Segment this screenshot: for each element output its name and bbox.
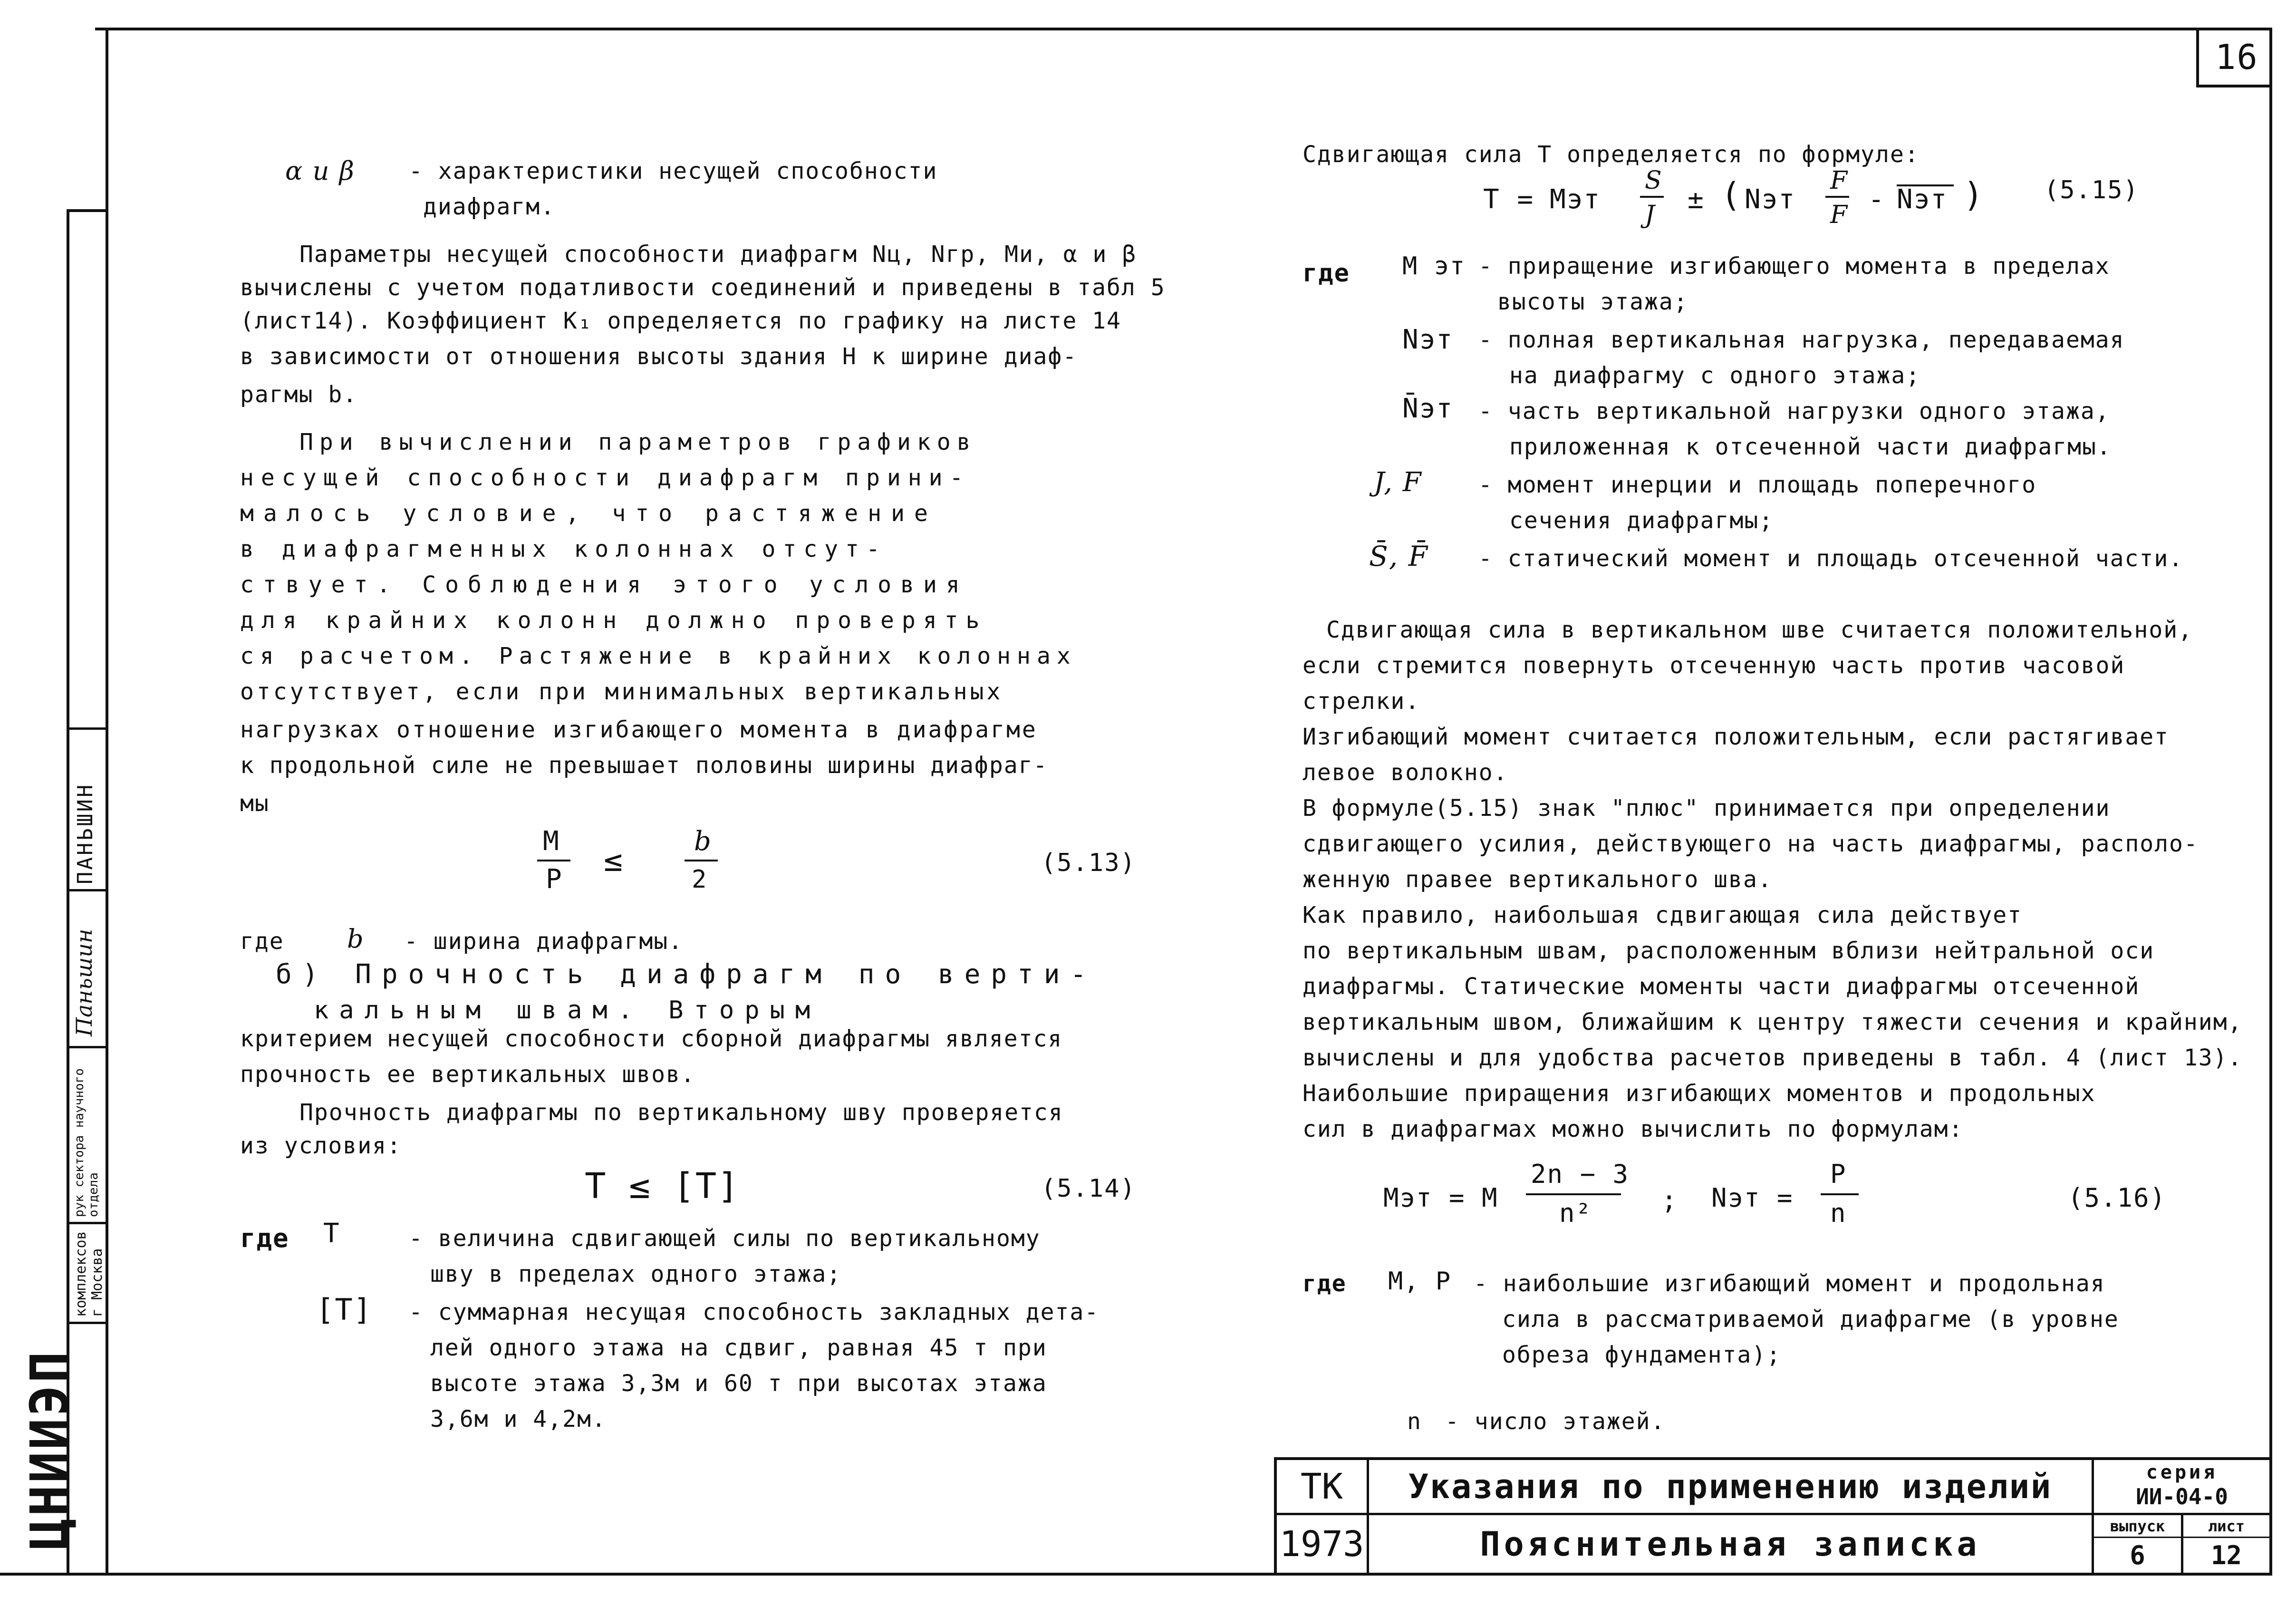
formula-term: Nэт — [1745, 184, 1796, 215]
formula-paren: ( — [1721, 175, 1742, 214]
formula-paren: ) — [1963, 175, 1985, 214]
paragraph-line: в диафрагменных колоннах отсут- — [240, 536, 887, 562]
formula-denominator: n — [1830, 1198, 1847, 1228]
where-keyword: где — [1302, 1270, 1347, 1297]
where-symbol: T — [323, 1218, 340, 1249]
paragraph-line: Прочность диафрагмы по вертикальному шву проверяется — [299, 1099, 1063, 1126]
where-definition: высоте этажа 3,3м и 60 т при высотах этажа — [430, 1370, 1047, 1397]
paragraph-line: ся расчетом. Растяжение в крайних колоннах — [240, 643, 1077, 669]
frame-left — [106, 28, 108, 1576]
formula-operator: - — [1868, 184, 1885, 215]
formula-numerator: S — [1645, 166, 1663, 195]
def-line: - полная вертикальная нагрузка, передаваемая — [1478, 327, 2125, 353]
seria-value: ИИ-04-0 — [2136, 1484, 2228, 1509]
where-symbol: n — [1407, 1408, 1422, 1435]
paragraph-line: вычислены и для удобства расчетов приведены в табл. 4 (лист 13). — [1302, 1045, 2243, 1071]
where-keyword: где — [240, 928, 284, 955]
formula-denominator: 2 — [692, 865, 708, 894]
sheet-subtitle: Пояснительная записка — [1480, 1524, 1981, 1564]
page-number: 16 — [2215, 37, 2258, 77]
paragraph-line: сил в диафрагмах можно вычислить по формулам: — [1302, 1116, 1964, 1142]
paragraph-line: (лист14). Коэффициент K₁ определяется по графику на листе 14 — [240, 308, 1121, 334]
paragraph-line: если стремится повернуть отсеченную часть против часовой — [1302, 652, 2125, 679]
stamp-name: ПАНЬШИН — [73, 783, 97, 884]
paragraph-line: ствует. Соблюдения этого условия — [240, 571, 969, 598]
formula-label: (5.16) — [2068, 1183, 2167, 1213]
paragraph-line: диафрагмы. Статические моменты части диафрагмы отсеченной — [1302, 973, 2140, 1000]
def-line: сечения диафрагмы; — [1509, 507, 1774, 534]
formula-separator: ; — [1661, 1185, 1678, 1215]
list-value: 12 — [2210, 1540, 2242, 1570]
paragraph-line: Как правило, наибольшая сдвигающая сила действует — [1302, 902, 2023, 929]
formula-label: (5.13) — [1041, 849, 1136, 877]
formula-5-16 — [1383, 1160, 2191, 1236]
paragraph-line: женную правее вертикального шва. — [1302, 866, 1773, 893]
where-definition: - ширина диафрагмы. — [404, 928, 684, 955]
formula-term: Nэт — [1897, 184, 1948, 215]
formula-denominator: F — [1830, 201, 1849, 229]
where-definition: шву в пределах одного этажа; — [430, 1261, 842, 1287]
where-definition: лей одного этажа на сдвиг, равная 45 т при — [430, 1335, 1047, 1361]
paragraph-line: При вычислении параметров графиков — [299, 429, 977, 455]
paragraph-line: к продольной силе не превышает половины ширины диафраг- — [240, 752, 1048, 779]
formula-numerator: P — [1830, 1159, 1847, 1189]
paragraph-line: по вертикальным швам, расположенным вблизи нейтральной оси — [1302, 938, 2155, 964]
def-symbol: J, F — [1374, 467, 1422, 498]
paragraph-line: отсутствует, если при минимальных вертикальных — [240, 678, 1003, 705]
formula-term: Mэт — [1550, 184, 1601, 215]
sheet-title: Указания по применению изделий — [1408, 1467, 2053, 1506]
stamp-signature: Паньшин — [71, 929, 97, 1036]
formula-numerator: M — [543, 826, 560, 857]
section-heading: кальным швам. Вторым — [314, 996, 821, 1025]
def-line: на диафрагму с одного этажа; — [1509, 362, 1921, 389]
paragraph-line: из условия: — [240, 1132, 402, 1159]
def-symbol: N̄эт — [1402, 393, 1454, 424]
where-definition: обреза фундамента); — [1502, 1342, 1782, 1368]
frame-top — [95, 28, 2272, 30]
fraction-bar — [685, 860, 718, 861]
where-symbol: [T] — [316, 1292, 372, 1327]
section-heading: б) Прочность диафрагм по верти- — [276, 959, 1097, 990]
paragraph-line: левое волокно. — [1302, 759, 1508, 786]
paragraph-line: нагрузках отношение изгибающего момента в диафрагме — [240, 716, 1038, 743]
paragraph-line: Сдвигающая сила T определяется по формуле: — [1302, 141, 1920, 168]
fraction-bar — [1526, 1193, 1621, 1195]
paragraph-line: Параметры несущей способности диафрагм Nц, Nгр, Mи, α и β — [299, 241, 1137, 268]
formula-denominator: J — [1645, 201, 1656, 229]
tk-code: ТК — [1300, 1466, 1343, 1507]
alpha-beta-definition-cont: диафрагм. — [423, 193, 556, 220]
paragraph-line: критерием несущей способности сборной диафрагмы является — [240, 1026, 1063, 1052]
stamp-role: рук сектора научного отдела — [72, 1068, 101, 1217]
paragraph-line: для крайних колонн должно проверять — [240, 607, 987, 634]
seria-label: серия — [2146, 1461, 2218, 1483]
fraction-bar — [1640, 196, 1664, 198]
def-line: высоты этажа; — [1497, 289, 1688, 315]
formula-numerator: F — [1830, 166, 1849, 195]
where-definition: - наибольшие изгибающий момент и продольная — [1474, 1270, 2105, 1297]
stamp-org: ЦНИИЭП — [19, 1349, 80, 1550]
paragraph-line: несущей способности диафрагм прини- — [240, 464, 971, 491]
where-symbol: b — [347, 924, 365, 954]
paragraph-line: Изгибающий момент считается положительным, если растягивает — [1302, 724, 2170, 750]
where-keyword: где — [240, 1223, 289, 1253]
paragraph-line: прочность ее вертикальных швов. — [240, 1061, 695, 1088]
fraction-bar — [537, 860, 570, 861]
paragraph-line: вертикальным швом, ближайшим к центру тяжести сечения и крайним, — [1302, 1009, 2243, 1035]
formula-numerator: b — [694, 826, 712, 857]
where-keyword: где — [1302, 259, 1350, 288]
formula-lhs: T = — [1483, 184, 1534, 215]
side-stamp-divider — [67, 1322, 106, 1324]
def-line: приложенная к отсеченной части диафрагмы. — [1509, 434, 2112, 460]
where-definition: - суммарная несущая способность закладных дета- — [409, 1299, 1100, 1325]
alpha-beta-definition: - характеристики несущей способности — [409, 158, 938, 184]
side-stamp-divider — [67, 889, 106, 891]
paragraph-line: стрелки. — [1302, 688, 1420, 715]
def-symbol: M эт — [1402, 252, 1466, 281]
where-definition: - число этажей. — [1445, 1408, 1666, 1435]
formula-lhs: Nэт = — [1711, 1183, 1794, 1213]
alpha-beta-symbol: α и β — [285, 156, 355, 186]
def-line: - часть вертикальной нагрузки одного этажа, — [1478, 398, 2110, 425]
def-line: - приращение изгибающего момента в пределах — [1478, 253, 2110, 280]
vypusk-label: выпуск — [2110, 1517, 2165, 1535]
vypusk-value: 6 — [2130, 1540, 2145, 1570]
formula-5-13 — [523, 827, 1141, 908]
paragraph-line: сдвигающего усилия, действующего на часть диафрагмы, располо- — [1302, 831, 2199, 857]
paragraph-line: в зависимости от отношения высоты здания H к ширине диаф- — [240, 343, 1078, 370]
formula-5-14: T ≤ [T] — [585, 1166, 740, 1207]
formula-operator: ≤ — [604, 842, 624, 879]
def-line: - момент инерции и площадь поперечного — [1478, 472, 2037, 498]
where-definition: сила в рассматриваемой диафрагме (в уровне — [1502, 1306, 2119, 1333]
paragraph-line: Сдвигающая сила в вертикальном шве считается положительной, — [1326, 617, 2193, 643]
formula-label: (5.15) — [2044, 176, 2139, 204]
paragraph-line: В формуле(5.15) знак "плюс" принимается при определении — [1302, 795, 2111, 822]
where-symbol: M, P — [1388, 1267, 1452, 1296]
stamp-dept: комплексов г Москва — [73, 1231, 106, 1317]
list-label: лист — [2208, 1517, 2245, 1535]
def-symbol: S̄, F̄ — [1369, 540, 1428, 572]
formula-denominator: n² — [1559, 1198, 1592, 1228]
paragraph-line: мы — [240, 790, 270, 817]
formula-denominator: P — [546, 864, 563, 895]
fraction-bar — [1821, 1193, 1859, 1195]
year: 1973 — [1279, 1523, 1364, 1565]
formula-5-15 — [1483, 166, 2149, 233]
formula-lhs: Mэт = M — [1383, 1183, 1498, 1213]
paragraph-line: вычислены с учетом податливости соединений и приведены в табл 5 — [240, 274, 1166, 301]
where-definition: - величина сдвигающей силы по вертикальному — [409, 1225, 1041, 1252]
paragraph-line: Наибольшие приращения изгибающих моментов и продольных — [1302, 1080, 2096, 1107]
fraction-bar — [1825, 196, 1849, 198]
side-stamp-divider — [67, 727, 106, 730]
formula-label: (5.14) — [1041, 1174, 1136, 1203]
formula-numerator: 2n − 3 — [1531, 1159, 1630, 1189]
def-symbol: Nэт — [1402, 324, 1454, 355]
frame-right — [2269, 28, 2272, 1576]
where-definition: 3,6м и 4,2м. — [430, 1406, 607, 1432]
formula-operator: ± — [1688, 184, 1705, 215]
paragraph-line: рагмы b. — [240, 381, 358, 408]
paragraph-line: малось условие, что растяжение — [240, 500, 937, 527]
def-line: - статический момент и площадь отсеченной части. — [1478, 545, 2184, 572]
